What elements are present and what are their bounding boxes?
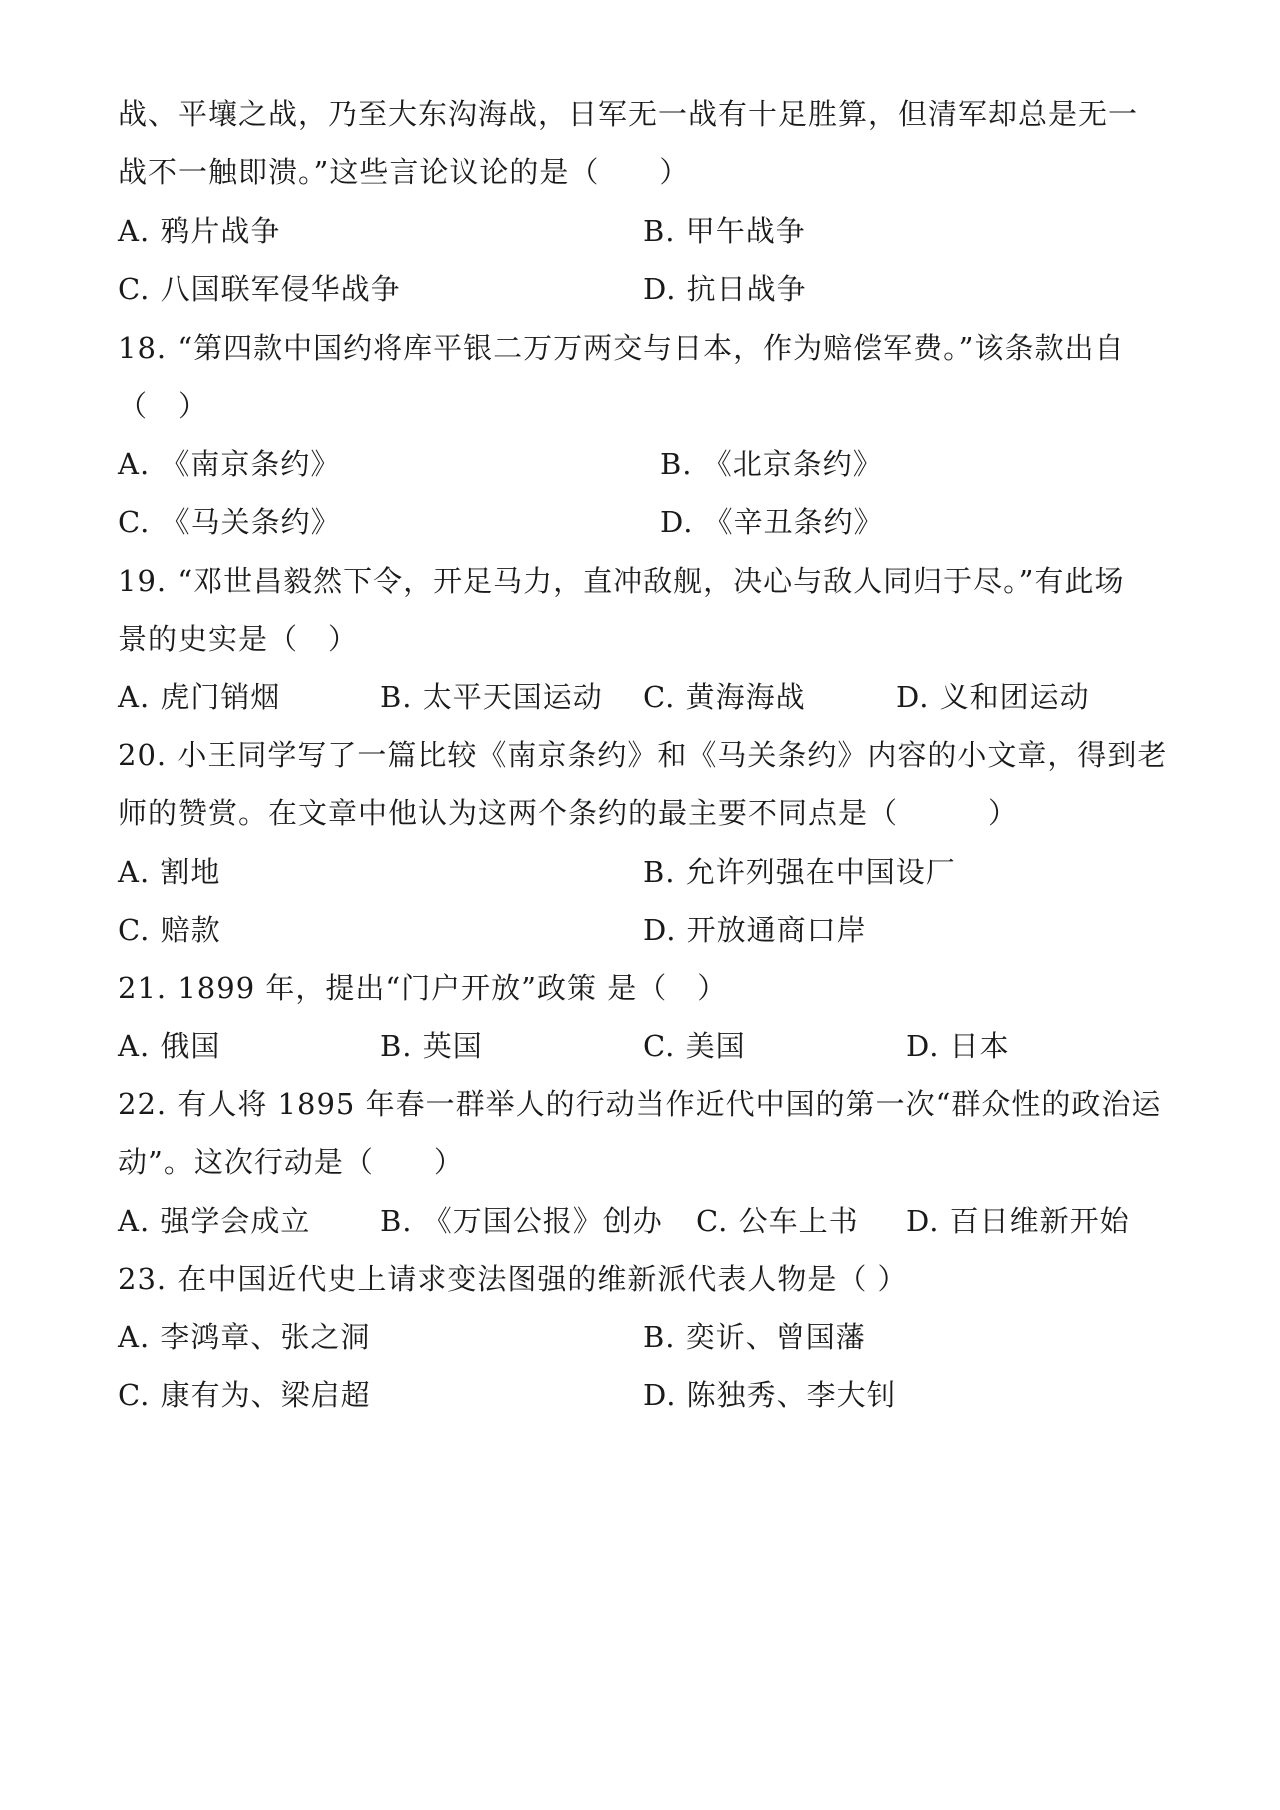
question-18-option-c: C. 《马关条约》 [118, 505, 341, 539]
question-20-option-d: D. 开放通商口岸 [643, 913, 867, 947]
question-23-option-b: B. 奕䜣、曾国藩 [643, 1320, 866, 1354]
question-20-option-a: A. 割地 [118, 855, 221, 889]
question-18-option-d: D. 《辛丑条约》 [660, 505, 884, 539]
question-20-text-line-1: 20. 小王同学写了一篇比较《南京条约》和《马关条约》内容的小文章，得到老 [118, 738, 1168, 772]
question-19-text-line-1: 19. “邓世昌毅然下令，开足马力，直冲敌舰，决心与敌人同归于尽。”有此场 [118, 564, 1125, 598]
question-19-option-d: D. 义和团运动 [896, 680, 1090, 714]
question-22-option-c: C. 公车上书 [696, 1204, 859, 1238]
question-17-text-line-2: 战不一触即溃。”这些言论议论的是（ ） [118, 155, 690, 189]
question-20-text-line-2: 师的赞赏。在文章中他认为这两个条约的最主要不同点是（ ） [118, 796, 1019, 830]
question-23-option-c: C. 康有为、梁启超 [118, 1378, 371, 1412]
question-17-option-b: B. 甲午战争 [643, 214, 806, 248]
question-18-option-a: A. 《南京条约》 [118, 447, 341, 481]
question-21-option-d: D. 日本 [906, 1029, 1010, 1063]
question-20-option-b: B. 允许列强在中国设厂 [643, 855, 956, 889]
question-17-option-c: C. 八国联军侵华战争 [118, 272, 401, 306]
question-17-text-line-1: 战、平壤之战，乃至大东沟海战，日军无一战有十足胜算，但清军却总是无一 [118, 97, 1139, 131]
question-22-text-line-1: 22. 有人将 1895 年春一群举人的行动当作近代中国的第一次“群众性的政治运 [118, 1087, 1162, 1121]
question-22-option-a: A. 强学会成立 [118, 1204, 311, 1238]
question-18-text-line-1: 18. “第四款中国约将库平银二万万两交与日本，作为赔偿军费。”该条款出自 [118, 331, 1125, 365]
question-19-option-c: C. 黄海海战 [643, 680, 806, 714]
question-19-option-a: A. 虎门销烟 [118, 680, 281, 714]
question-21-option-a: A. 俄国 [118, 1029, 221, 1063]
question-22-text-line-2: 动”。这次行动是（ ） [118, 1145, 464, 1179]
question-19-option-b: B. 太平天国运动 [380, 680, 603, 714]
question-17-option-d: D. 抗日战争 [643, 272, 807, 306]
question-20-option-c: C. 赔款 [118, 913, 221, 947]
question-21-option-b: B. 英国 [380, 1029, 483, 1063]
question-23-option-d: D. 陈独秀、李大钊 [643, 1378, 897, 1412]
question-23-text-line-1: 23. 在中国近代史上请求变法图强的维新派代表人物是（ ） [118, 1262, 908, 1296]
question-21-option-c: C. 美国 [643, 1029, 746, 1063]
question-18-option-b: B. 《北京条约》 [660, 447, 883, 481]
question-22-option-d: D. 百日维新开始 [906, 1204, 1130, 1238]
question-21-text-line-1: 21. 1899 年，提出“门户开放”政策 是（ ） [118, 971, 728, 1005]
question-23-option-a: A. 李鸿章、张之洞 [118, 1320, 371, 1354]
question-18-text-line-2: （ ） [118, 389, 209, 423]
question-19-text-line-2: 景的史实是（ ） [118, 622, 359, 656]
question-22-option-b: B. 《万国公报》创办 [380, 1204, 663, 1238]
question-17-option-a: A. 鸦片战争 [118, 214, 281, 248]
